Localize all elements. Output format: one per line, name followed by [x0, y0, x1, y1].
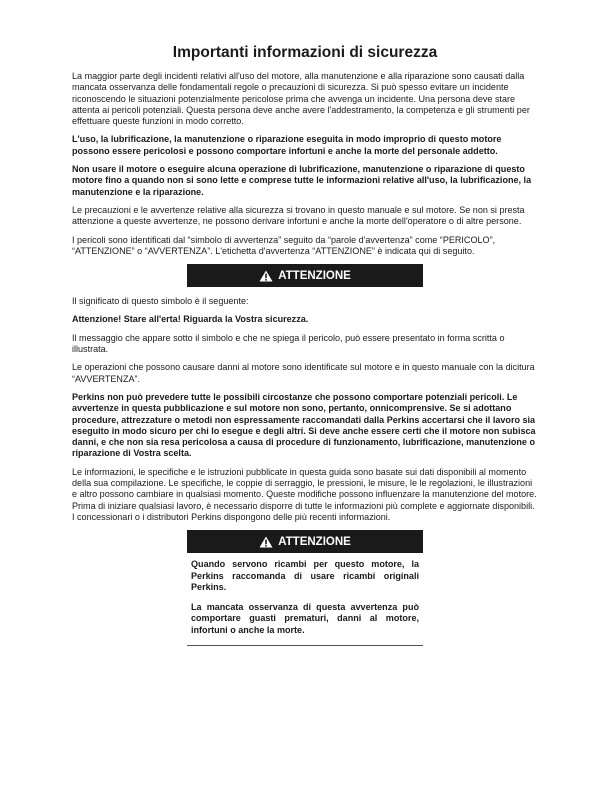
attention-banner-label: ATTENZIONE — [278, 269, 351, 282]
warning-triangle-icon — [259, 270, 273, 282]
paragraph: Le informazioni, le specifiche e le istruzioni pubblicate in questa guida sono basate sui dati disponibili al momento della sua compilazione. Le specifiche, le coppie di serraggio, le pressioni, le misure, le le regolazioni, le illustrazioni e altro possono cambiare in qualsiasi momento. Queste modifiche possono influenzare la manutenzione del motore. Prima di iniziare qualsiasi lavoro, è necessario disporre di tutte le informazioni più complete e aggiornate disponibili. I concessionari o i distributori Perkins dispongono delle più recenti informazioni. — [72, 466, 537, 522]
warning-box-banner — [187, 530, 423, 553]
bold-paragraph: Attenzione! Stare all'erta! Riguarda la Vostra sicurezza. — [72, 314, 309, 325]
paragraph: I pericoli sono identificati dal “simbolo di avvertenza” seguito da “parole d'avvertenza” come “PERICOLO”, “ATTENZIONE” o “AVVERTENZA”. L'etichetta d'avvertenza “ATTENZIONE” è indicata qui di seguito. — [72, 234, 496, 256]
paragraph: Le precauzioni e le avvertenze relative alla sicurezza si trovano in questo manuale e sul motore. Se non si presta attenzione a queste avvertenze, ne possono derivare infortuni e anche la morte dell'operatore o di altre persone. — [72, 204, 525, 227]
page-title: Importanti informazioni di sicurezza — [172, 44, 438, 61]
intro-paragraph: La maggior parte degli incidenti relativi all'uso del motore, alla manutenzione e alla riparazione sono causati dalla mancata osservanza delle fondamentali regole o precauzioni di sicurezza. Si può spesso evitare un incidente riconoscendo le situazioni potenzialmente pericolose prima che avvenga un incidente. Una persona deve stare attenta ai pericoli potenziali. Questa persona deve anche avere l'addestramento, la competenza e gli strumenti per effettuare queste funzioni in modo corretto. — [72, 71, 530, 127]
warning-triangle-icon — [259, 536, 273, 548]
attention-banner — [187, 264, 423, 287]
warning-box-text: Quando servono ricambi per questo motore, la Perkins raccomanda di usare ricambi originali Perkins. — [191, 559, 419, 592]
bold-paragraph: L'uso, la lubrificazione, la manutenzione o riparazione eseguita in modo improprio di questo motore possono essere pericolosi e possono comportare infortuni e anche la morte del personale addetto. — [72, 134, 502, 156]
bold-paragraph: Perkins non può prevedere tutte le possibili circostanze che possono comportare potenziali pericoli. Le avvertenze in questa pubblicazione e sul motore non sono, pertanto, onnicomprensive. Se si adottano procedure, attrezzature o metodi non espressamente raccomandati dalla Perkins accertarsi che il lavoro sia eseguito in modo sicuro per chi lo esegue e degli altri. Si deve anche essere certi che il motore non subisca danni, e che non sia resa pericolosa a causa di procedure di funzionamento, lubrificazione, manutenzione o riparazione di Vostra scelta. — [72, 391, 536, 459]
warning-box-label: ATTENZIONE — [278, 535, 351, 548]
bold-paragraph: Non usare il motore o eseguire alcuna operazione di lubrificazione, manutenzione o riparazione di questo motore fino a quando non si sono lette e comprese tutte le informazioni relative all'uso, la lubrificazione, la manutenzione e la riparazione. — [72, 164, 532, 197]
paragraph: Le operazioni che possono causare danni al motore sono identificate sul motore e in questo manuale con la dicitura “AVVERTENZA”. — [72, 362, 535, 384]
warning-box — [187, 530, 423, 646]
page-content — [72, 44, 538, 646]
warning-box-text: La mancata osservanza di questa avvertenza può comportare guasti prematuri, danni al motore, infortuni o anche la morte. — [191, 602, 419, 635]
paragraph: Il messaggio che appare sotto il simbolo e che ne spiega il pericolo, può essere presentato in forma scritta o illustrata. — [72, 332, 505, 355]
paragraph: Il significato di questo simbolo è il seguente: — [72, 296, 249, 307]
